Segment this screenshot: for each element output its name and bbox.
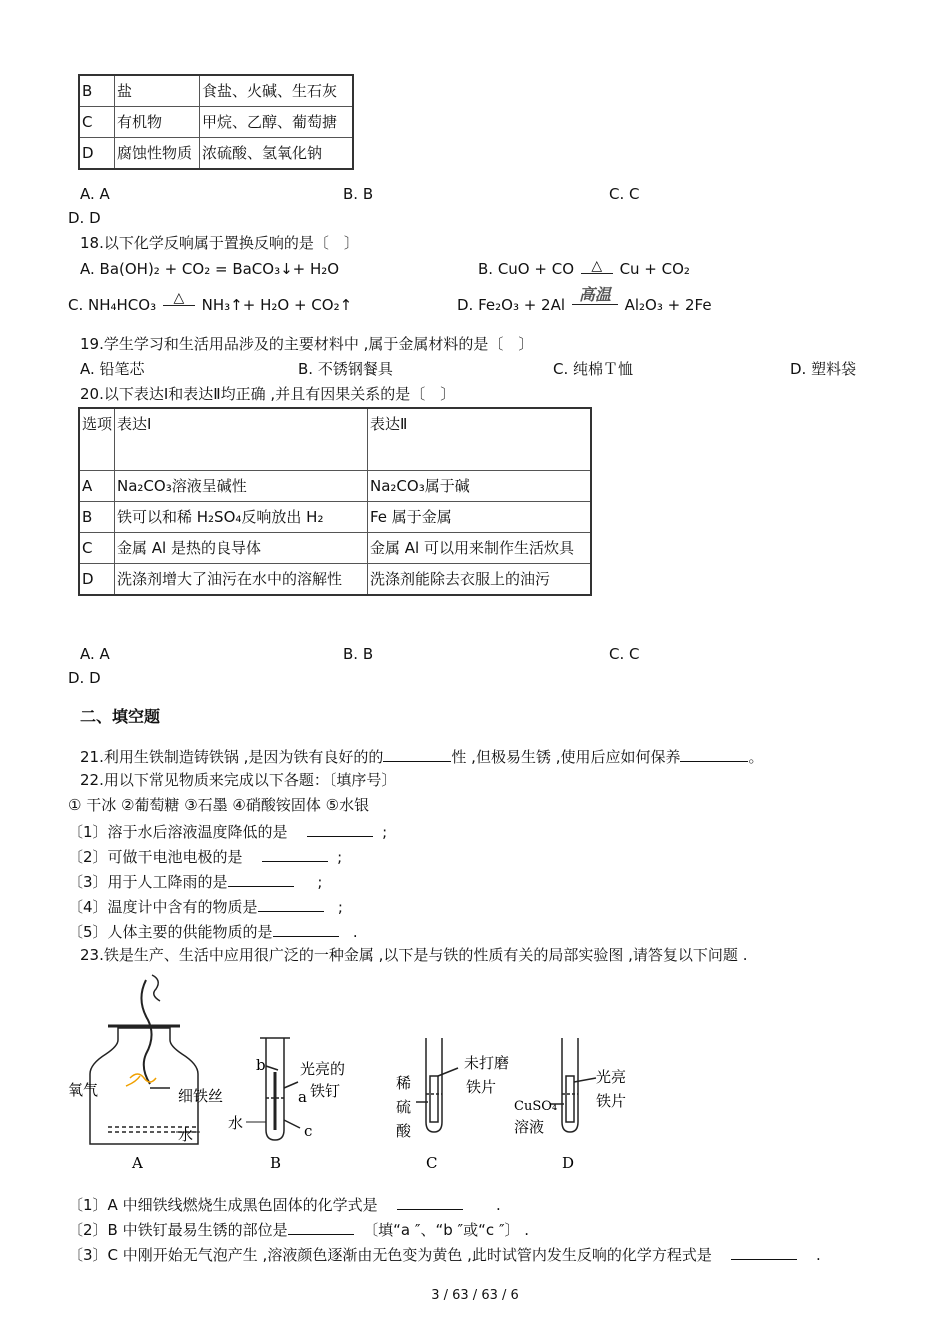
q18-option-c <box>68 290 353 315</box>
label-solution: 溶液 <box>514 1118 545 1136</box>
answer-blank[interactable] <box>258 895 324 912</box>
table-cell: 腐蚀性物质 <box>115 138 200 170</box>
q18-option-a: A. Ba(OH)₂ + CO₂ = BaCO₃↓+ H₂O <box>80 260 340 278</box>
table-row <box>79 138 353 170</box>
answer-blank[interactable] <box>731 1243 797 1260</box>
table-cell: 盐 <box>115 75 200 107</box>
figure-label-a: A <box>132 1154 143 1172</box>
label-unpolished-2: 铁片 <box>466 1078 497 1096</box>
q22-items: ① 干冰 ②葡萄糖 ③石墨 ④硝酸铵固体 ⑤水银 <box>68 796 370 814</box>
q20-table <box>78 407 592 596</box>
label-acid-1: 稀 <box>396 1074 412 1092</box>
q20-option-d: D. D <box>68 669 101 687</box>
q22-sub3: 〔3〕用于人工降雨的是 ; <box>68 870 322 892</box>
q19-stem: 19.学生学习和生活用品涉及的主要材料中 ,属于金属材料的是〔 〕 <box>80 335 534 353</box>
table-cell: 食盐、火碱、生石灰 <box>200 75 354 107</box>
q18-option-d <box>457 285 712 315</box>
label-bright-nail-1: 光亮的 <box>300 1060 346 1078</box>
figure-d-test-tube <box>550 1038 596 1132</box>
sub-question-text: 〔3〕C 中刚开始无气泡产生 ,溶液颜色逐渐由无色变为黄色 ,此时试管内发生反响的化学方程式是 <box>68 1246 712 1264</box>
sub-question-text: 〔填“a ″、“b ″或“c ″〕 . <box>363 1221 530 1239</box>
table-cell: D <box>79 563 115 595</box>
table-cell: D <box>79 138 115 170</box>
label-oxygen: 氧气 <box>68 1081 99 1099</box>
sub-question-text: 〔2〕B 中铁钉最易生锈的部位是 <box>68 1221 288 1239</box>
figure-label-c: C <box>426 1154 438 1172</box>
q21-text-a: 21.利用生铁制造铸铁锅 ,是因为铁有良好的的 <box>80 748 384 766</box>
table-cell: Na₂CO₃溶液呈碱性 <box>115 470 368 501</box>
q18-option-b <box>478 259 690 279</box>
label-bright-nail-2: 铁钉 <box>310 1082 341 1100</box>
figure-label-d: D <box>562 1154 575 1172</box>
answer-blank[interactable] <box>228 870 294 887</box>
q17-option-d: D. D <box>68 209 101 227</box>
table-cell: 铁可以和稀 H₂SO₄反响放出 H₂ <box>115 501 368 532</box>
q18-stem: 18.以下化学反响属于置换反响的是〔 〕 <box>80 234 359 252</box>
label-position-c: c <box>304 1122 313 1140</box>
table-header: 选项 <box>79 408 115 470</box>
label-bright-sheet-2: 铁片 <box>596 1092 627 1110</box>
table-row <box>79 563 591 595</box>
label-water-b: 水 <box>228 1114 244 1132</box>
answer-blank[interactable] <box>383 745 451 762</box>
table-cell: Fe 属于金属 <box>368 501 592 532</box>
equation-right: Al₂O₃ + 2Fe <box>624 296 712 314</box>
table-cell: 金属 Al 可以用来制作生活炊具 <box>368 532 592 563</box>
figure-label-b: B <box>270 1154 282 1172</box>
q17-option-c: C. C <box>609 185 640 203</box>
equation-left: C. NH₄HCO₃ <box>68 296 157 314</box>
high-temperature-condition: 高温 <box>572 286 618 305</box>
answer-blank[interactable] <box>397 1193 463 1210</box>
label-unpolished-1: 未打磨 <box>464 1054 510 1072</box>
table-cell: Na₂CO₃属于碱 <box>368 470 592 501</box>
label-water: 水 <box>178 1126 194 1144</box>
q23-stem: 23.铁是生产、生活中应用很广泛的一种金属 ,以下是与铁的性质有关的局部实验图 ,请答复以下问题 . <box>80 946 748 964</box>
q20-stem: 20.以下表达Ⅰ和表达Ⅱ均正确 ,并且有因果关系的是〔 〕 <box>80 385 456 403</box>
q17-option-a: A. A <box>80 185 110 203</box>
table-row <box>79 501 591 532</box>
q19-option-a: A. 铅笔芯 <box>80 360 145 378</box>
table-row <box>79 107 353 138</box>
answer-blank[interactable] <box>288 1218 354 1235</box>
experiment-figure <box>60 970 680 1180</box>
label-position-b: b <box>256 1056 266 1074</box>
section-title: 二、填空题 <box>80 707 161 726</box>
q22-stem: 22.用以下常见物质来完成以下各题：〔填序号〕 <box>80 771 397 789</box>
equation-right: Cu + CO₂ <box>619 260 690 278</box>
q23-sub3: 〔3〕C 中刚开始无气泡产生 ,溶液颜色逐渐由无色变为黄色 ,此时试管内发生反响的化学方程式是 . <box>68 1243 821 1265</box>
table-row <box>79 470 591 501</box>
q23-sub1: 〔1〕A 中细铁线燃烧生成黑色固体的化学式是 . <box>68 1193 501 1215</box>
equation-left: B. CuO + CO <box>478 260 574 278</box>
label-position-a: a <box>298 1088 307 1106</box>
table-cell: B <box>79 75 115 107</box>
equation-right: NH₃↑+ H₂O + CO₂↑ <box>201 296 353 314</box>
q22-sub5: 〔5〕人体主要的供能物质的是 . <box>68 920 358 942</box>
table-cell: 有机物 <box>115 107 200 138</box>
table-cell: C <box>79 107 115 138</box>
q20-option-c: C. C <box>609 645 640 663</box>
sub-question-text: 〔4〕温度计中含有的物质是 <box>68 898 258 916</box>
answer-blank[interactable] <box>307 820 373 837</box>
q20-option-b: B. B <box>343 645 374 663</box>
sub-question-text: 〔3〕用于人工降雨的是 <box>68 873 228 891</box>
table-cell: C <box>79 532 115 563</box>
table-cell: A <box>79 470 115 501</box>
q22-sub1: 〔1〕溶于水后溶液温度降低的是 ; <box>68 820 387 842</box>
q21 <box>80 745 764 767</box>
table-row <box>79 532 591 563</box>
table-cell: 洗涤剂能除去衣服上的油污 <box>368 563 592 595</box>
table-cell: 甲烷、乙醇、葡萄搪 <box>200 107 354 138</box>
sub-question-text: 〔1〕溶于水后溶液温度降低的是 <box>68 823 288 841</box>
table-cell: 浓硫酸、氢氧化钠 <box>200 138 354 170</box>
q22-sub2: 〔2〕可做干电池电极的是 ; <box>68 845 342 867</box>
q17-table <box>78 74 354 170</box>
sub-question-text: 〔5〕人体主要的供能物质的是 <box>68 923 273 941</box>
q21-text-b: 性 ,但极易生锈 ,使用后应如何保养 <box>451 748 681 766</box>
table-cell: 金属 Al 是热的良导体 <box>115 532 368 563</box>
answer-blank[interactable] <box>262 845 328 862</box>
figure-c-test-tube <box>416 1038 458 1132</box>
label-iron-wire: 细铁丝 <box>178 1087 224 1105</box>
table-row <box>79 75 353 107</box>
q19-option-b: B. 不锈钢餐具 <box>298 360 393 378</box>
page-number: 3 / 63 / 63 / 6 <box>431 1288 519 1303</box>
q22-sub4: 〔4〕温度计中含有的物质是 ; <box>68 895 343 917</box>
sub-question-text: 〔2〕可做干电池电极的是 <box>68 848 243 866</box>
table-row <box>79 408 591 470</box>
table-header: 表达Ⅱ <box>368 408 592 470</box>
sub-question-text: 〔1〕A 中细铁线燃烧生成黑色固体的化学式是 <box>68 1196 378 1214</box>
q17-option-b: B. B <box>343 185 374 203</box>
label-cuso4: CuSO₄ <box>514 1099 558 1114</box>
figure-b-test-tube <box>260 1038 300 1140</box>
q23-sub2 <box>68 1218 529 1240</box>
q20-option-a: A. A <box>80 645 110 663</box>
equation-left: D. Fe₂O₃ + 2Al <box>457 296 566 314</box>
heat-condition-icon: △ <box>163 291 195 306</box>
label-bright-sheet-1: 光亮 <box>596 1068 627 1086</box>
heat-condition-icon: △ <box>581 259 613 274</box>
answer-blank[interactable] <box>680 745 748 762</box>
q19-option-d: D. 塑料袋 <box>790 360 857 378</box>
table-cell: 洗涤剂增大了油污在水中的溶解性 <box>115 563 368 595</box>
q19-option-c: C. 纯棉Ｔ恤 <box>553 360 634 378</box>
label-acid-2: 硫 <box>396 1098 412 1116</box>
answer-blank[interactable] <box>273 920 339 937</box>
table-header: 表达Ⅰ <box>115 408 368 470</box>
figure-a-gas-jar <box>90 975 198 1144</box>
table-cell: B <box>79 501 115 532</box>
label-acid-3: 酸 <box>396 1122 412 1140</box>
q21-text-c: 。 <box>748 748 764 766</box>
